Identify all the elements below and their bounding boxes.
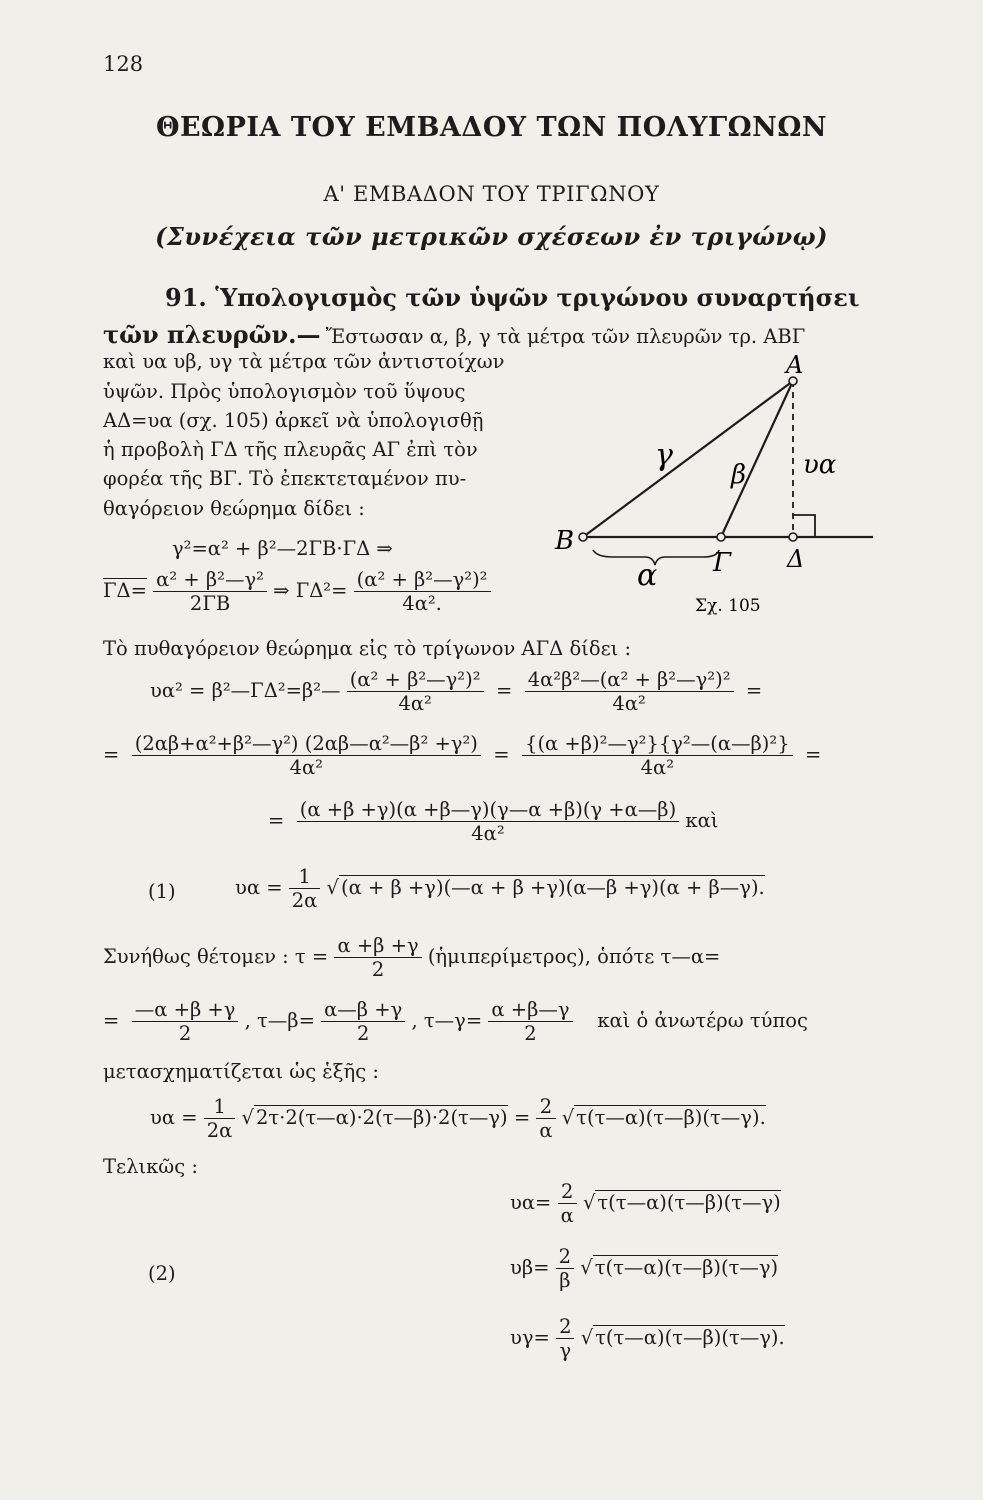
fraction [321, 998, 405, 1045]
equals: = [103, 1009, 126, 1032]
fraction-numerator: 1 [213, 1095, 226, 1118]
fraction-denominator: 2α [204, 1118, 236, 1142]
section-91-text: Ἔστωσαν α, β, γ τὰ μέτρα τῶν πλευρῶν τρ. ΑΒΓ [325, 325, 806, 348]
fraction-numerator: α² + β²—γ² [156, 568, 264, 591]
sqrt-icon: √ [582, 1191, 596, 1214]
fraction [347, 668, 484, 715]
fraction-numerator: 1 [298, 865, 311, 888]
spacer [579, 1009, 591, 1032]
tau-gamma-lhs: , τ—γ= [411, 1009, 483, 1032]
fraction [132, 732, 481, 779]
equation-1 [235, 865, 765, 912]
fraction [525, 668, 734, 715]
fraction-denominator: 4α² [522, 755, 793, 779]
radicand: τ(τ—α)(τ—β)(τ—γ) [594, 1256, 779, 1279]
equation-differences [103, 998, 808, 1045]
paragraph-line: φορέα τῆς ΒΓ. Τὸ ἐπεκτεταμένον πυ- [103, 467, 467, 490]
fraction-numerator: α +β +γ [337, 934, 419, 957]
paragraph-line: ΑΔ=υα (σχ. 105) ἀρκεῖ νὰ ὑπολογισθῇ [103, 409, 484, 432]
paragraph-line: θαγόρειον θεώρημα δίδει : [103, 497, 365, 520]
fraction-denominator: 4α² [297, 821, 679, 845]
equals: = [489, 679, 519, 702]
section-subtitle: Α' ΕΜΒΑΔΟΝ ΤΟΥ ΤΡΙΓΩΝΟΥ [323, 182, 660, 206]
sqrt-icon: √ [580, 1326, 594, 1349]
gd-lhs: ΓΔ= [103, 579, 147, 602]
page-title: ΘΕΩΡΙΑ ΤΟΥ ΕΜΒΑΔΟΥ ΤΩΝ ΠΟΛΥΓΩΝΩΝ [155, 112, 828, 143]
label-ua: υα [803, 450, 837, 480]
equals: = [739, 679, 763, 702]
fraction-numerator: 2 [560, 1180, 574, 1203]
fraction-denominator: 4α² [347, 691, 484, 715]
fraction [354, 568, 491, 615]
point-d [789, 533, 797, 541]
fraction-numerator: α +β—γ [491, 998, 570, 1021]
radicand: 2τ·2(τ—α)·2(τ—β)·2(τ—γ) [255, 1106, 508, 1129]
formula-ub [510, 1245, 778, 1292]
fraction [153, 568, 267, 615]
fraction-denominator: α [558, 1203, 577, 1227]
fraction-numerator: (α² + β²—γ²)² [349, 668, 481, 691]
radicand: τ(τ—α)(τ—β)(τ—γ). [595, 1326, 785, 1349]
radicand: (α + β +γ)(—α + β +γ)(α—β +γ)(α + β—γ). [340, 876, 765, 899]
fraction-denominator: 4α² [525, 691, 734, 715]
label-alpha: α [637, 558, 658, 593]
sqrt-icon: √ [580, 1256, 593, 1279]
fraction-numerator: 2 [559, 1315, 572, 1338]
text-tail: καὶ ὁ ἀνωτέρω τύπος [597, 1009, 808, 1032]
tau-lhs: τ = [294, 945, 329, 968]
label-gamma: γ [655, 438, 673, 473]
side-ab [583, 381, 793, 537]
equals: = [103, 743, 126, 766]
point-b [579, 533, 587, 541]
paragraph-line: καὶ υα υβ, υγ τὰ μέτρα τῶν ἀντιστοίχων [103, 350, 505, 373]
fraction-numerator: 4α²β²—(α² + β²—γ²)² [527, 668, 731, 691]
section-91-heading-cont: τῶν πλευρῶν.— [103, 320, 321, 349]
fraction [334, 934, 421, 981]
fraction-numerator: (α² + β²—γ²)² [356, 568, 488, 591]
label-beta: β [731, 460, 747, 490]
equals: = [268, 809, 291, 832]
formula-ug [510, 1315, 785, 1362]
fraction-denominator: 2 [334, 957, 421, 981]
equation-product [268, 798, 718, 845]
equation-factored [103, 732, 821, 779]
fraction-numerator: (2αβ+α²+β²—γ²) (2αβ—α²—β² +γ²) [134, 732, 478, 755]
fraction-numerator: α—β +γ [324, 998, 403, 1021]
fraction-denominator: 2ΓΒ [153, 591, 267, 615]
section-subtitle-italic: (Συνέχεια τῶν μετρικῶν σχέσεων ἐν τριγώνῳ) [155, 222, 828, 251]
formula-lhs: υα= [510, 1191, 552, 1214]
fraction [556, 1315, 574, 1362]
equals: = [487, 743, 516, 766]
equals: = [513, 1106, 531, 1129]
equation-heron-form [150, 1095, 766, 1142]
fraction-denominator: 2α [289, 888, 321, 912]
text-finally: Τελικῶς : [103, 1155, 198, 1178]
fraction-denominator: β [556, 1268, 574, 1292]
equation-projection [103, 568, 491, 615]
fraction-denominator: 2 [132, 1021, 239, 1045]
figure-caption: Σχ. 105 [695, 596, 761, 616]
radicand: τ(τ—α)(τ—β)(τ—γ). [576, 1106, 766, 1129]
equation-cosine-law: γ²=α² + β²—2ΓΒ·ΓΔ ⇒ [172, 537, 393, 560]
fraction-numerator: 2 [539, 1095, 553, 1118]
triangle-figure [553, 345, 883, 620]
ua2-lhs: υα² = β²—ΓΔ²=β²— [150, 679, 341, 702]
label-a: Α [786, 351, 804, 379]
fraction-denominator: 4α² [132, 755, 481, 779]
page-number: 128 [103, 52, 144, 76]
fraction-denominator: 2 [488, 1021, 572, 1045]
kai-word: καὶ [685, 809, 719, 832]
sqrt-icon: √ [326, 876, 339, 899]
fraction-numerator: {(α +β)²—γ²}{γ²—(α—β)²} [525, 732, 790, 755]
formula-lhs: υγ= [510, 1326, 550, 1349]
fraction [556, 1245, 574, 1292]
sqrt-icon: √ [241, 1106, 254, 1129]
fraction-numerator: 2 [558, 1245, 572, 1268]
fraction [488, 998, 572, 1045]
fraction-numerator: —α +β +γ [134, 998, 236, 1021]
side-ag [721, 381, 793, 537]
fraction [132, 998, 239, 1045]
radicand: τ(τ—α)(τ—β)(τ—γ) [597, 1191, 781, 1214]
point-g [717, 533, 725, 541]
tau-beta-lhs: , τ—β= [244, 1009, 315, 1032]
text-transform: μετασχηματίζεται ὡς ἑξῆς : [103, 1060, 379, 1083]
equation-semiperimeter [103, 934, 720, 981]
text-pythagorean: Τὸ πυθαγόρειον θεώρημα εἰς τὸ τρίγωνον ΑΓΔ δίδει : [103, 637, 632, 660]
sqrt-icon: √ [561, 1106, 575, 1129]
paragraph-line: ὑψῶν. Πρὸς ὑπολογισμὸν τοῦ ὕψους [103, 380, 466, 403]
label-b: Β [555, 526, 575, 556]
equation-number-2: (2) [148, 1262, 176, 1285]
implication: ⇒ ΓΔ²= [273, 579, 348, 602]
fraction [204, 1095, 236, 1142]
fraction-denominator: γ [556, 1338, 574, 1362]
fraction [558, 1180, 577, 1227]
label-d: Δ [787, 545, 805, 573]
fraction [297, 798, 679, 845]
section-91-heading: 91. Ὑπολογισμὸς τῶν ὑψῶν τριγώνου συναρτήσει [165, 283, 860, 312]
fraction [289, 865, 321, 912]
equation-number-1: (1) [148, 880, 176, 903]
text-lead: Συνήθως θέτομεν : [103, 945, 289, 968]
formula-ua [510, 1180, 781, 1227]
fraction-denominator: 4α². [354, 591, 491, 615]
ua-lhs: υα = [235, 876, 283, 899]
fraction-denominator: 2 [321, 1021, 405, 1045]
text-tail: (ἡμιπερίμετρος), ὁπότε τ—α= [427, 945, 721, 968]
ua-lhs: υα = [150, 1106, 198, 1129]
paragraph-line: ἡ προβολὴ ΓΔ τῆς πλευρᾶς ΑΓ ἐπὶ τὸν [103, 438, 478, 461]
fraction [536, 1095, 555, 1142]
formula-lhs: υβ= [510, 1256, 550, 1279]
equals: = [798, 743, 822, 766]
fraction-denominator: α [536, 1118, 555, 1142]
equation-ua-squared [150, 668, 762, 715]
fraction [522, 732, 793, 779]
label-g: Γ [713, 548, 732, 578]
fraction-numerator: (α +β +γ)(α +β—γ)(γ—α +β)(γ +α—β) [299, 798, 677, 821]
